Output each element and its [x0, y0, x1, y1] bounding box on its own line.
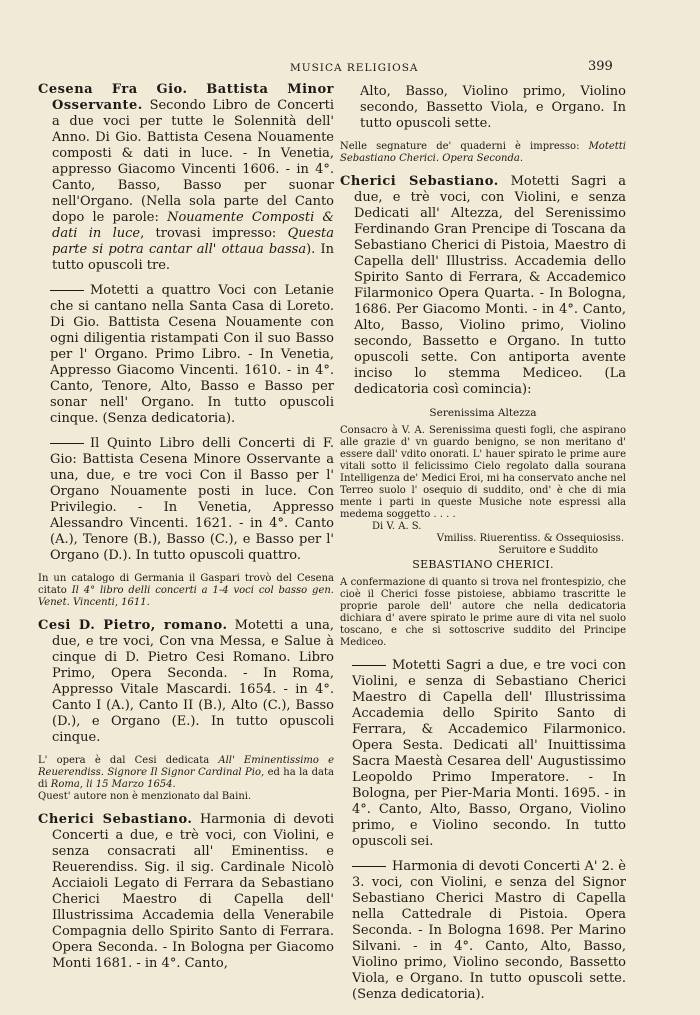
footnote-gaspari	[38, 573, 334, 609]
running-title: MUSICA RELIGIOSA	[290, 62, 419, 74]
entry-author: Cherici Sebastiano.	[340, 174, 499, 189]
footnote-segnature	[340, 141, 626, 165]
dedication-closing: Seruitore e Suddito	[498, 545, 598, 556]
dedication-salutation: Serenissima Altezza	[429, 407, 537, 419]
dash-rule	[50, 290, 84, 291]
dedication-di: Di V. A. S.	[372, 521, 422, 532]
entry-text: ). In tutto opuscoli tre.	[52, 242, 334, 273]
entry-cesi	[38, 618, 334, 746]
entry-cherici-harmonia-cont	[340, 84, 626, 132]
entry-text: Motetti a quattro Voci con Letanie che si cantano nella Santa Casa di Loreto. Di Gio. Battista Cesena Nouamente con ogni diligentia ristampati Con il suo Basso per l' Organo. Primo Libro. - In Venetia, Appresso Giacomo Vincenti. 1610. - in 4°. Canto, Tenore, Alto, Basso e Basso per sonar nell' Organo. In tutto opuscoli cinque. (Senza dedicatoria).	[50, 283, 334, 426]
dash-rule	[352, 866, 386, 867]
entry-author: Cesi D. Pietro, romano.	[38, 618, 228, 633]
right-column	[340, 84, 626, 1012]
dedication-body: Consacro à V. A. Serenissima questi fogli, che aspirano alle grazie d' vn guardo benigno, se non meritano d' essere dall' vdito onorati. L' hauer spirato le prime aure vitali sotto il felicissimo Cielo regolato dalla sourana Intelligenza de' Medici Eroi, mi ha conservato anche nel Terreo suolo l' osequio di suddito, ond' è che di mia mente i parti in queste Musiche note espressi alla medema soggetto . . . .	[340, 425, 626, 520]
entry-text: , trovasi impresso:	[140, 226, 277, 241]
entry-italic: Questa parte si potra cantar all' ottaua bassa	[52, 226, 334, 257]
dedication-closing: Vmiliss. Riuerentiss. & Ossequiosiss.	[436, 533, 624, 544]
note-text: Nelle segnature de' quaderni è impresso:	[340, 141, 580, 152]
note-italic: All' Eminentissimo e Reuerendiss. Signore Il Signor Cardinal Pio,	[38, 755, 334, 778]
page-number: 399	[588, 59, 613, 74]
footnote-confirmation	[340, 577, 626, 649]
entry-text: Alto, Basso, Violino primo, Violino secondo, Bassetto Viola, e Organo. In tutto opuscoli sette.	[360, 84, 626, 131]
entry-text: Motetti Sagri a due, e tre voci con Violini, e senza di Sebastiano Cherici Maestro di Capella dell' Illustrissima Accademia dello Spirito Santo di Ferrara, & Accademico Filarmonico. Opera Sesta. Dedicati all' Inuittissima Sacra Maestà Cesarea dell' Augustissimo Leopoldo Primo Imperatore. - In Bologna, per Pier-Maria Monti. 1695. - in 4°. Canto, Alto, Basso, Organo, Violino primo, e Violino secondo. In tutto opuscoli sei.	[352, 658, 626, 849]
note-italic: Roma, li 15 Marzo 1654.	[50, 779, 176, 790]
note-text: Quest' autore non è menzionato dal Baini.	[38, 791, 252, 802]
entry-text: Motetti a una, due, e tre voci, Con vna Messa, e Salue à cinque di D. Pietro Cesi Romano. Libro Primo, Opera Seconda. - In Roma, Appresso Vitale Mascardi. 1654. - in 4°. Canto I (A.), Canto II (B.), Alto (C.), Basso (D.), e Organo (E.). In tutto opuscoli cinque.	[52, 618, 334, 745]
entry-text: Motetti Sagri a due, e trè voci, con Violini, e senza Dedicati all' Altezza, del Serenissimo Ferdinando Gran Prencipe di Toscana da Sebastiano Cherici di Pistoia, Maestro di Capella dell' Illustriss. Accademia dello Spirito Santo di Ferrara, & Accademico Filarmonico Opera Quarta. - In Bologna, 1686. Per Giacomo Monti. - in 4°. Canto, Alto, Basso, Violino primo, Violino secondo, Bassetto e Organo. In tutto opuscoli sette. Con antiporta avente inciso lo stemma Mediceo. (La dedicatoria così comincia):	[354, 174, 626, 397]
entry-cesena-motetti	[38, 283, 334, 427]
note-text: A confermazione di quanto si trova nel frontespizio, che cioè il Cherici fosse pistoiese, abbiamo trascritte le proprie parole dell' autore che nella dedicatoria dichiara d' avere spirato le prime aure di vita nel suolo toscano, e che si sottoscrive suddito del Principe Mediceo.	[340, 577, 626, 648]
entry-cherici-harmonia	[38, 812, 334, 972]
entry-text: Il Quinto Libro delli Concerti di F. Gio: Battista Cesena Minore Osservante a una, due, e tre voci Con il Basso per l' Organo Nouamente posti in luce. Con Privilegio. - In Venetia, Appresso Alessandro Vincenti. 1621. - in 4°. Canto (A.), Tenore (B.), Basso (C.), e Basso per l' Organo (D.). In tutto opuscoli quattro.	[50, 436, 334, 563]
note-italic: Il 4° libro delli concerti a 1-4 voci col basso gen. Venet. Vincenti, 1611.	[38, 585, 334, 608]
note-text: In un catalogo di Germania il Gaspari trovò del Cesena citato	[38, 573, 334, 596]
note-text: L' opera è dal Cesi dedicata	[38, 755, 210, 766]
left-column	[38, 82, 334, 981]
dash-rule	[50, 443, 84, 444]
dedication-quote	[340, 407, 626, 571]
note-italic: Motetti Sebastiano Cherici. Opera Seconda.	[340, 141, 626, 164]
dash-rule	[352, 665, 386, 666]
footnote-cesi-dedication	[38, 755, 334, 803]
entry-cherici-harmonia-1698	[340, 859, 626, 1003]
entry-author: Cesena Fra Gio. Battista Minor Osservante.	[38, 82, 334, 113]
entry-italic: Nouamente Composti & dati in luce	[52, 210, 334, 241]
entry-cherici-motetti-quarta	[340, 174, 626, 398]
note-text: ed ha la data di	[38, 767, 334, 790]
dedication-signature: SEBASTIANO CHERICI.	[412, 558, 554, 571]
entry-text: Secondo Libro de Concerti a due voci per tutte le Solennità dell' Anno. Di Gio. Battista Cesena Nouamente composti & dati in luce. - In Venetia, appresso Giacomo Vincenti 1606. - in 4°. Canto, Basso, Basso per suonar nell'Organo. (Nella sola parte del Canto dopo le parole:	[52, 98, 334, 225]
entry-cesena-quinto-libro	[38, 436, 334, 564]
entry-text: Harmonia di devoti Concerti a due, e trè voci, con Violini, e senza consacrati all' Eminentiss. e Reuerendiss. Sig. il sig. Cardinale Nicolò Acciaioli Legato di Ferrara da Sebastiano Cherici Maestro di Capella dell' Illustrissima Accademia della Venerabile Compagnia dello Spirito Santo di Ferrara. Opera Seconda. - In Bologna per Giacomo Monti 1681. - in 4°. Canto,	[52, 812, 334, 971]
entry-text: Harmonia di devoti Concerti A' 2. è 3. voci, con Violini, e senza del Signor Sebastiano Cherici Mastro di Capella nella Cattedrale di Pistoia. Opera Seconda. - In Bologna 1698. Per Marino Silvani. - in 4°. Canto, Alto, Basso, Violino primo, Violino secondo, Bassetto Viola, e Organo. In tutto opuscoli sette. (Senza dedicatoria).	[352, 859, 626, 1002]
entry-author: Cherici Sebastiano.	[38, 812, 193, 827]
entry-cherici-motetti-sesta	[340, 658, 626, 850]
entry-cesena-secondo-libro	[38, 82, 334, 274]
